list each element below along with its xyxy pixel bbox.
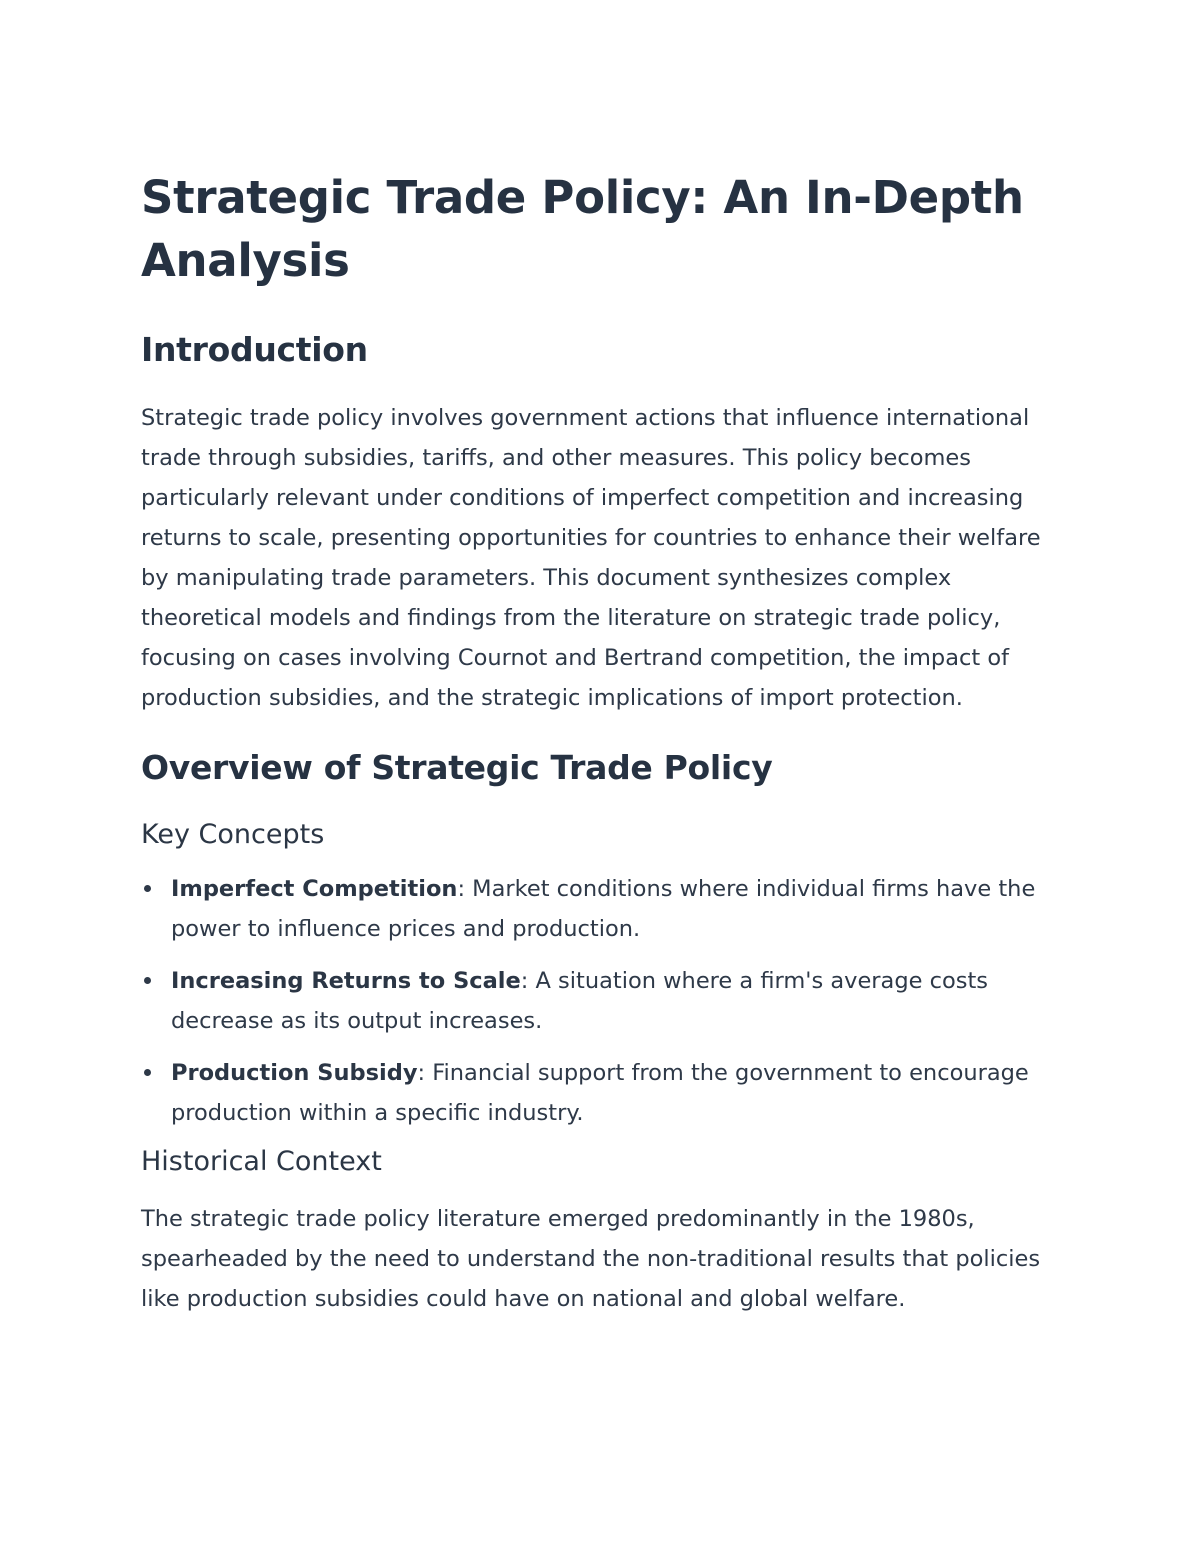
bullet-icon [144, 885, 151, 892]
bullet-icon [144, 1069, 151, 1076]
list-item [141, 1053, 1056, 1133]
document-page [141, 166, 1056, 1319]
concept-term: Imperfect Competition [171, 876, 458, 902]
concept-definition: : Market conditions where individual firms have the power to influence prices and production. [171, 876, 1036, 942]
introduction-paragraph: Strategic trade policy involves government actions that influence international trade through subsidies, tariffs, and other measures. This policy becomes particularly relevant under conditions of imperfect competition and increasing returns to scale, presenting opportunities for countries to enhance their welfare by manipulating trade parameters. This document synthesizes complex theoretical models and findings from the literature on strategic trade policy, focusing on cases involving Cournot and Bertrand competition, the impact of production subsidies, and the strategic implications of import protection. [141, 405, 1041, 711]
concept-term: Production Subsidy [171, 1060, 418, 1086]
key-concepts-list [141, 869, 1056, 1133]
concept-definition: : Financial support from the government to encourage production within a specific industry. [171, 1060, 1029, 1126]
introduction-heading: Introduction [141, 330, 368, 369]
concept-term: Increasing Returns to Scale [171, 968, 521, 994]
historical-context-paragraph: The strategic trade policy literature emerged predominantly in the 1980s, spearheaded by the need to understand the non-traditional results that policies like production subsidies could have on national and global welfare. [141, 1206, 1041, 1312]
list-item [141, 961, 1056, 1041]
concept-definition: : A situation where a firm's average costs decrease as its output increases. [171, 968, 989, 1034]
bullet-icon [144, 977, 151, 984]
historical-context-heading: Historical Context [141, 1146, 382, 1177]
overview-heading: Overview of Strategic Trade Policy [141, 748, 773, 787]
document-title: Strategic Trade Policy: An In-Depth Analysis [141, 171, 1024, 287]
list-item [141, 869, 1056, 949]
key-concepts-heading: Key Concepts [141, 819, 325, 850]
